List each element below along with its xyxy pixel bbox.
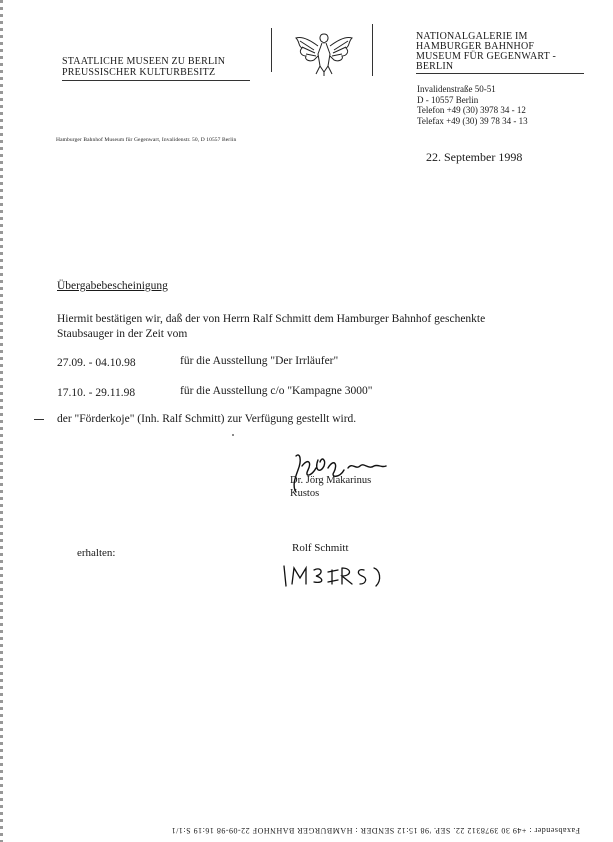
letterhead-right-rule (416, 73, 584, 74)
eagle-emblem-icon (292, 24, 356, 76)
signatory-block (290, 474, 371, 500)
address-line-3: Telefon +49 (30) 3978 34 - 12 (417, 105, 526, 115)
document-heading: Übergabebescheinigung (57, 280, 168, 292)
letter-date: 22. September 1998 (426, 150, 523, 164)
body-intro-line-2: Staubsauger in der Zeit vom (57, 328, 188, 340)
letterhead-right-line-2: HAMBURGER BAHNHOF (416, 41, 535, 52)
letterhead-right-line-3: MUSEUM FÜR GEGENWART - (416, 51, 557, 62)
letterhead-divider-right (372, 24, 373, 76)
letterhead-left-line-2: PREUSSISCHER KULTURBESITZ (62, 67, 216, 78)
recipient-signature (280, 560, 390, 590)
letterhead-right-line-1: NATIONALGALERIE IM (416, 31, 528, 42)
letterhead-divider-left (271, 28, 272, 72)
letterhead-left (62, 56, 250, 81)
signatory-role: Kustos (290, 488, 320, 499)
body-intro-line-1: Hiermit bestätigen wir, daß der von Herrn Ralf Schmitt dem Hamburger Bahnhof geschenkte (57, 313, 486, 325)
letterhead-right-line-4: BERLIN (416, 61, 454, 72)
fax-scan-edge (0, 0, 3, 842)
margin-dash (34, 419, 44, 420)
body-intro (57, 312, 557, 342)
received-name: Rolf Schmitt (292, 542, 349, 554)
period-2-dates: 17.10. - 29.11.98 (57, 387, 136, 399)
body-closing: der "Förderkoje" (Inh. Ralf Schmitt) zur Verfügung gestellt wird. (57, 413, 357, 425)
period-1-dates: 27.09. - 04.10.98 (57, 357, 136, 369)
letterhead-right (416, 32, 556, 72)
address-line-4: Telefax +49 (30) 39 78 34 - 13 (417, 115, 528, 126)
letterhead-left-rule (62, 80, 250, 81)
period-2-text: für die Ausstellung c/o "Kampagne 3000" (180, 385, 373, 397)
fax-transmission-header: Faxabsender : +49 30 3978312 22. SEP. '98 15:12 SENDER : HAMBURGER BAHNHOF 22-09-98 16:19 S:1/1 (171, 826, 580, 835)
address-block (417, 84, 528, 126)
period-1-text: für die Ausstellung "Der Irrläufer" (180, 355, 339, 367)
address-line-2: D - 10557 Berlin (417, 94, 479, 105)
address-line-1: Invalidenstraße 50-51 (417, 84, 496, 94)
received-label: erhalten: (77, 547, 116, 559)
letterhead-left-line-1: STAATLICHE MUSEEN ZU BERLIN (62, 56, 226, 67)
scan-speck (232, 434, 234, 436)
return-address: Hamburger Bahnhof Museum für Gegenwart, Invalidenstr. 50, D 10557 Berlin (56, 137, 237, 143)
signatory-name: Dr. Jörg Makarinus (290, 475, 372, 486)
